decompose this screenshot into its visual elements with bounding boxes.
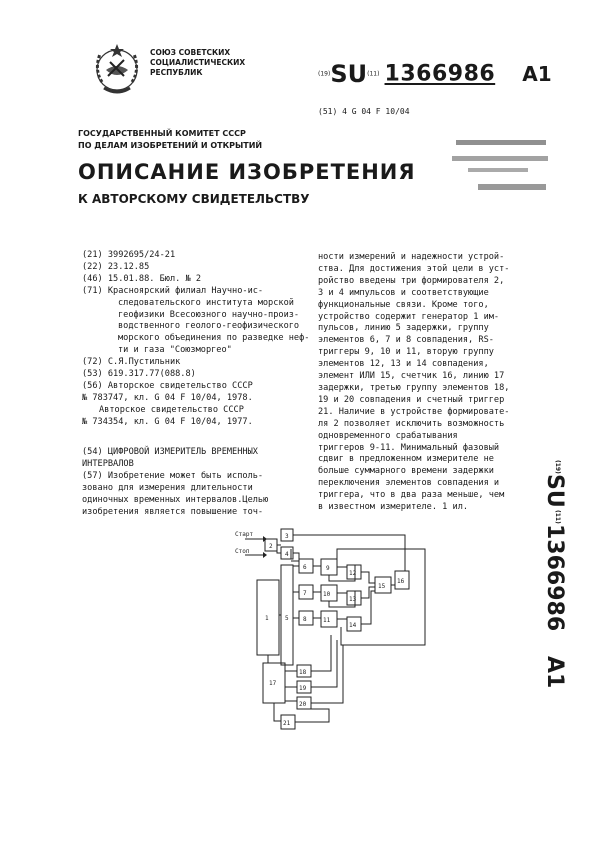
reference-line: № 734354, кл. G 04 F 10/04, 1977. [82, 416, 253, 427]
abstract-line: переключения элементов совпадения и [318, 478, 500, 489]
label-10: 10 [323, 591, 331, 598]
abstract-line: больше суммарного времени задержки [318, 466, 494, 477]
label-2: 2 [269, 543, 273, 550]
code-19: (19) [318, 70, 331, 78]
reference-line: Авторское свидетельство СССР [99, 404, 244, 415]
inventor: (72) С.Я.Пустильник [82, 357, 181, 368]
label-3: 3 [285, 533, 289, 540]
label-4: 4 [285, 551, 289, 558]
reference-line: № 783747, кл. G 04 F 10/04, 1978. [82, 392, 253, 403]
label-14: 14 [349, 622, 357, 629]
abstract-line: одиночных временных интервалов.Целью [82, 494, 269, 505]
label-9: 9 [326, 565, 330, 572]
label-12: 12 [349, 570, 357, 577]
side-code-19: (19) [554, 460, 561, 474]
committee-line: ПО ДЕЛАМ ИЗОБРЕТЕНИЙ И ОТКРЫТИЙ [78, 141, 263, 150]
publication-date: (46) 15.01.88. Бюл. № 2 [82, 273, 201, 284]
library-stamp [448, 132, 556, 202]
abstract-line: ля 2 позволяет исключить возможность [318, 418, 505, 429]
ussr-emblem-icon [88, 40, 146, 100]
label-18: 18 [299, 669, 307, 676]
document-title: ОПИСАНИЕ ИЗОБРЕТЕНИЯ [78, 160, 416, 184]
reference-line: (56) Авторское свидетельство СССР [82, 380, 253, 391]
label-17: 17 [269, 680, 277, 687]
abstract-line: устройство содержит генератор 1 им- [318, 311, 500, 322]
patent-number: 1366986 [384, 61, 496, 87]
side-patent-number [530, 460, 570, 700]
application-number: (21) 3992695/24-21 [82, 250, 176, 260]
circuit-diagram [235, 525, 435, 740]
stop-label: Стоп [235, 548, 250, 555]
union-line: СОЮЗ СОВЕТСКИХ [150, 48, 231, 57]
applicant-line: водственного геолого-геофизического [118, 321, 300, 332]
kind-code: A1 [522, 62, 552, 86]
invention-title-line: ИНТЕРВАЛОВ [82, 458, 134, 469]
union-name [150, 48, 245, 78]
committee-line: ГОСУДАРСТВЕННЫЙ КОМИТЕТ СССР [78, 129, 246, 138]
abstract-line: элемент ИЛИ 15, счетчик 16, линию 17 [318, 371, 505, 382]
label-8: 8 [303, 616, 307, 623]
label-7: 7 [303, 590, 307, 597]
applicant-line: геофизики Всесоюзного научно-произ- [118, 309, 300, 320]
abstract-line: (57) Изобретение может быть исполь- [82, 471, 264, 481]
ipc-classification: (51) 4 G 04 F 10/04 [318, 107, 410, 116]
side-code-11: (11) [554, 510, 561, 524]
start-label: Старт [235, 531, 254, 538]
label-21: 21 [283, 720, 291, 727]
arrow-stop-icon [263, 552, 267, 558]
invention-title-line: (54) ЦИФРОВОЙ ИЗМЕРИТЕЛЬ ВРЕМЕННЫХ [82, 447, 258, 457]
abstract-line: триггеров 9-11. Минимальный фазовый [318, 442, 500, 453]
abstract-line: изобретения является повышение точ- [82, 506, 264, 517]
udc-code: (53) 619.317.77(088.8) [82, 369, 196, 380]
applicant-line: (71) Красноярский филиал Научно-ис- [82, 285, 264, 296]
label-5: 5 [285, 615, 289, 622]
abstract-left-column [82, 471, 268, 519]
union-line: СОЦИАЛИСТИЧЕСКИХ [150, 58, 246, 67]
abstract-line: ства. Для достижения этой цели в уст- [318, 263, 510, 274]
label-1: 1 [265, 615, 269, 622]
label-16: 16 [397, 578, 405, 585]
country-code: SU [330, 60, 368, 88]
abstract-line: ности измерений и надежности устрой- [318, 252, 505, 262]
abstract-line: задержки, третью группу элементов 18, [318, 382, 510, 393]
abstract-line: функциональные связи. Кроме того, [318, 299, 489, 310]
document-number-line [318, 60, 552, 88]
abstract-line: 3 и 4 импульсов и соответствующие [318, 287, 489, 298]
side-country: SU [542, 474, 567, 508]
side-kind-code: A1 [542, 656, 567, 689]
abstract-line: 19 и 20 совпадения и счетный триггер [318, 394, 505, 405]
applicant-line: морского объединения по разведке неф- [118, 333, 310, 344]
label-19: 19 [299, 685, 307, 692]
abstract-line: 21. Наличие в устройстве формировате- [318, 406, 510, 417]
abstract-line: зовано для измерения длительности [82, 482, 253, 493]
abstract-line: одновременного срабатывания [318, 430, 458, 441]
abstract-line: элементов 6, 7 и 8 совпадения, RS- [318, 335, 494, 346]
abstract-line: элементов 12, 13 и 14 совпадения, [318, 359, 489, 370]
union-line: РЕСПУБЛИК [150, 68, 203, 77]
committee-name [78, 128, 262, 152]
label-13: 13 [349, 596, 357, 603]
code-11: (11) [367, 70, 380, 78]
applicant-line: следовательского института морской [118, 297, 294, 308]
invention-title [82, 447, 258, 471]
side-patent-digits: 1366986 [542, 524, 567, 632]
label-11: 11 [323, 617, 331, 624]
document-subtitle: К АВТОРСКОМУ СВИДЕТЕЛЬСТВУ [78, 192, 310, 206]
abstract-right-column [318, 252, 509, 514]
label-6: 6 [303, 564, 307, 571]
bibliographic-data [82, 250, 314, 429]
abstract-line: сдвиг в предложенном измерителе не [318, 454, 494, 465]
abstract-line: ройство введены три формирователя 2, [318, 275, 505, 286]
abstract-line: пульсов, линию 5 задержки, группу [318, 323, 489, 334]
label-15: 15 [378, 583, 386, 590]
abstract-line: триггеры 9, 10 и 11, вторую группу [318, 347, 494, 358]
filing-date: (22) 23.12.85 [82, 261, 150, 272]
abstract-line: в известном измерителе. 1 ил. [318, 502, 469, 513]
label-20: 20 [299, 701, 307, 708]
applicant-line: ти и газа "Союзморгео" [118, 345, 232, 356]
abstract-line: триггера, что в два раза меньше, чем [318, 490, 505, 501]
